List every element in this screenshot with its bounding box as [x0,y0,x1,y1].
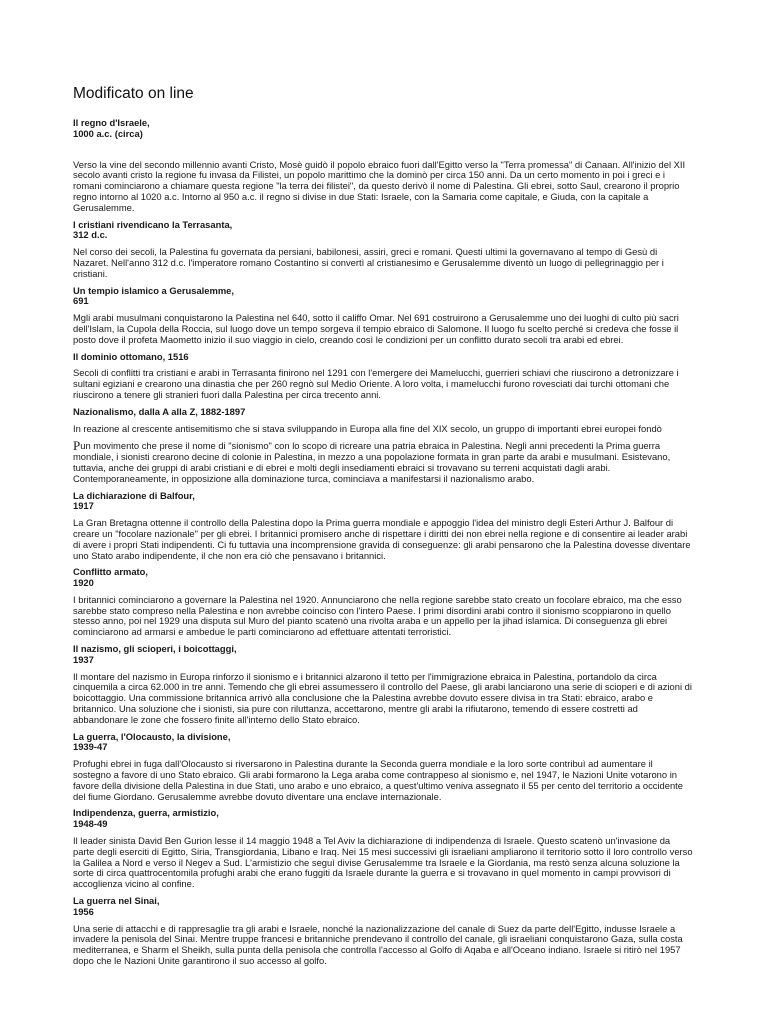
section-date: 691 [73,295,89,307]
section-date: 1937 [73,653,94,665]
section-date: 1000 a.c. (circa) [73,127,143,139]
section-text: Profughi ebrei in fuga dall'Olocausto si riversarono in Palestina durante la Seconda guerra mondiale e la loro sorte contribuì ad aumentare il sostegno a favore di uno Stato ebraico. Gli arabi formarono la Lega araba come contrappeso al sionismo e, nel 1947, le Nazioni Unite votarono in favore della divisione della Palestina in due Stati, uno arabo e uno ebraico, a quest'ultimo veniva assegnato il 55 per cento del territorio a occidente del fiume Giordano. Gerusalemme avrebbe dovuto diventare una enclave internazionale. [73,758,683,802]
section-title: Indipendenza, guerra, armistizio, [73,807,219,819]
section-title: Il dominio ottomano, 1516 [73,350,189,362]
section-heading [73,896,693,918]
section-olocausto [73,732,693,803]
section-title: Conflitto armato, [73,566,148,578]
section-title: Il nazismo, gli scioperi, i boicottaggi, [73,643,237,655]
section-conflitto-armato [73,567,693,638]
section-date: 312 d.c. [73,229,108,241]
section-heading [73,808,693,830]
section-heading [73,567,693,589]
page-title: Modificato on line [73,85,194,102]
drop-initial: P [73,438,81,454]
section-heading [73,732,693,754]
section-title: La guerra, l'Olocausto, la divisione, [73,730,231,742]
section-date: 1948-49 [73,818,108,830]
section-date: 1956 [73,905,94,917]
section-text: Secoli di conflitti tra cristiani e arabi in Terrasanta finirono nel 1291 con l'emergere dei Mamelucchi, guerrieri schiavi che riuscirono a detronizzare i sultani egiziani e crearono una dinastia che per 260 regnò sul Medio Oriente. A loro volta, i mamelucchi furono rovesciati dai turchi ottomani che riuscirono a tenere gli stranieri fuori dalla Palestina per circa trecento anni. [73,367,679,400]
section-nazionalismo [73,407,693,485]
section-dominio-ottomano [73,352,693,401]
section-title: Un tempio islamico a Gerusalemme, [73,284,234,296]
section-text: La Gran Bretagna ottenne il controllo della Palestina dopo la Prima guerra mondiale e appoggio l'idea del ministro degli Esteri Arthur J. Balfour di creare un "focolare nazionale" per gli ebrei. I britannici promisero anche di rispettare i diritti dei non ebrei nella regione e di consentire ai leader arabi di avere i propri Stati indipendenti. Ci fu tuttavia una incomprensione gravida di conseguenze: gli arabi pensarono che la Palestina dovesse diventare uno Stato arabo indipendente, il che non era ciò che pensavano i britannici. [73,517,691,561]
section-text: Una serie di attacchi e di rappresaglie tra gli arabi e Israele, nonché la nazionalizzazione del canale di Suez da parte dell'Egitto, indusse Israele a invadere la penisola del Sinai. Mentre truppe francesi e britanniche prendevano il controllo del canale, gli israeliani conquistarono Gaza, sulla costa mediterranea, e Sharm el Sheikh, sulla punta della penisola che controlla l'accesso al Golfo di Aqaba e all'Oceano indiano. Israele si ritirò nel 1957 dopo che le Nazioni Unite garantirono il suo accesso al golfo. [73,922,683,966]
section-cristiani [73,220,693,280]
document-page [73,84,693,973]
section-nazismo [73,644,693,726]
section-title: La guerra nel Sinai, [73,895,160,907]
section-heading [73,644,693,666]
section-text: Nel corso dei secoli, la Palestina fu governata da persiani, babilonesi, assiri, greci e romani. Questi ultimi la governavano al tempo di Gesù di Nazaret. Nell'anno 312 d.c. l'imperatore romano Costantino si convertì al cristianesimo e Gerusalemme diventò un luogo di pellegrinaggio per i cristiani. [73,246,664,279]
section-title: Il regno d'Israele, [73,117,150,128]
section-date: 1917 [73,500,94,512]
section-date: 1920 [73,577,94,589]
section-text: I britannici cominciarono a governare la Palestina nel 1920. Annunciarono che nella regione sarebbe stato creato un focolare ebraico, ma che esso sarebbe stato compreso nella Palestina e non avrebbe coinciso con l'intero Paese. I primi disordini arabi contro il sionismo scoppiarono in quello stesso anno, poi nel 1929 una disputa sul Muro del pianto scatenò una rivolta araba e un appello per la jihad islamica. Di conseguenza gli ebrei cominciarono ad armarsi e ambedue le parti cominciarono ad effettuare attentati terroristici. [73,593,682,638]
section-date: 1939-47 [73,741,108,753]
section-guerra-sinai [73,896,693,967]
section-heading [73,286,693,308]
section-regno-israele [73,118,693,214]
section-heading [73,352,693,363]
section-heading [73,220,693,242]
section-title: La dichiarazione di Balfour, [73,489,195,501]
section-text: Il montare del nazismo in Europa rinforzo il sionismo e i britannici alzarono il tetto per l'immigrazione ebraica in Palestina, portandolo da circa cinquemila a circa 62.000 in tre anni. Temendo che gli ebrei assumessero il controllo del Paese, gli arabi lanciarono una serie di scioperi e di azioni di boicottaggio. Una commissione britannica arrivò alla conclusione che la Palestina avrebbe dovuto essere divisa in tra Stati: ebraico, arabo e britannico. Una soluzione che i sionisti, sia pure con riluttanza, accettarono, mentre gli arabi la rifiutarono, temendo di essere costretti ad abbandonare le zone che fossero finite all'interno dello Stato ebraico. [73,670,692,725]
section-heading [73,407,693,418]
section-title: Nazionalismo, dalla A alla Z, 1882-1897 [73,405,246,417]
section-text: In reazione al crescente antisemitismo che si stava sviluppando in Europa alla fine del XIX secolo, un gruppo di importanti ebrei europei fondò [73,422,662,434]
section-heading [73,118,693,140]
section-text: Mgli arabi musulmani conquistarono la Palestina nel 640, sotto il califfo Omar. Nel 691 costruirono a Gerusalemme uno dei luoghi di culto più sacri dell'Islam, la Cupola della Roccia, sul luogo dove un tempo sorgeva il tempio ebraico di Salomone. Il luogo fu scelto perché si credeva che fosse il posto dove il profeta Maometto inizio il suo viaggio in cielo, creando così le condizioni per un conflitto durato secoli tra arabi ed ebrei. [73,312,679,345]
section-text: Il leader sinista David Ben Gurion lesse il 14 maggio 1948 a Tel Aviv la dichiarazione di indipendenza di Israele. Questo scatenò un'invasione da parte degli eserciti di Egitto, Siria, Transgiordania, Libano e Iraq. Nei 15 mesi successivi gli israeliani ampliarono il territorio sotto il loro controllo verso la Galilea a Nord e verso il Negev a Sud. L'armistizio che seguì divise Gerusalemme tra Israele e la Giordania, ma restò senza alcuna soluzione la sorte di circa quattrocentomila profughi arabi che erano fuggiti da Israele durante la guerra e si trovavano in quel momento in campi provvisori di accoglienza vicino al confine. [73,835,693,890]
section-text-continued [73,438,693,484]
section-tempio-islamico [73,286,693,346]
section-text: Verso la vine del secondo millennio avanti Cristo, Mosè guidò il popolo ebraico fuori dall'Egitto verso la "Terra promessa" di Canaan. All'inizio del XII secolo avanti cristo la regione fu invasa da Filistei, un popolo marittimo che la dominò per circa 150 anni. Da un certo momento in poi i greci e i romani cominciarono a chiamare questa regione "la terra dei filistei", da questo derivò il nome di Palestina. Gli ebrei, sotto Saul, crearono il proprio regno intorno al 1020 a.c. Intorno al 950 a.c. il regno si divise in due Stati: Israele, con la Samaria come capitale, e Giuda, con la capitale a Gerusalemme. [73,158,686,213]
section-balfour [73,491,693,562]
section-heading [73,491,693,513]
section-indipendenza [73,808,693,890]
section-title: I cristiani rivendicano la Terrasanta, [73,218,233,230]
section-text-continued-body: un movimento che prese il nome di "sionismo" con lo scopo di ricreare una patria ebraica in Palestina. Negli anni precedenti la Prima guerra mondiale, i sionisti crearono decine di colonie in Palestina, in mezzo a una popolazione formata in gran parte da arabi e musulmani. Esistevano, tuttavia, anche dei gruppi di arabi cristiani e di ebrei e molti degli insediamenti ebraici si trovavano su terreni acquistati dagli arabi. Contemporaneamente, in opposizione alla dominazione turca, cominciava a manifestarsi il nazionalismo arabo. [73,440,671,484]
